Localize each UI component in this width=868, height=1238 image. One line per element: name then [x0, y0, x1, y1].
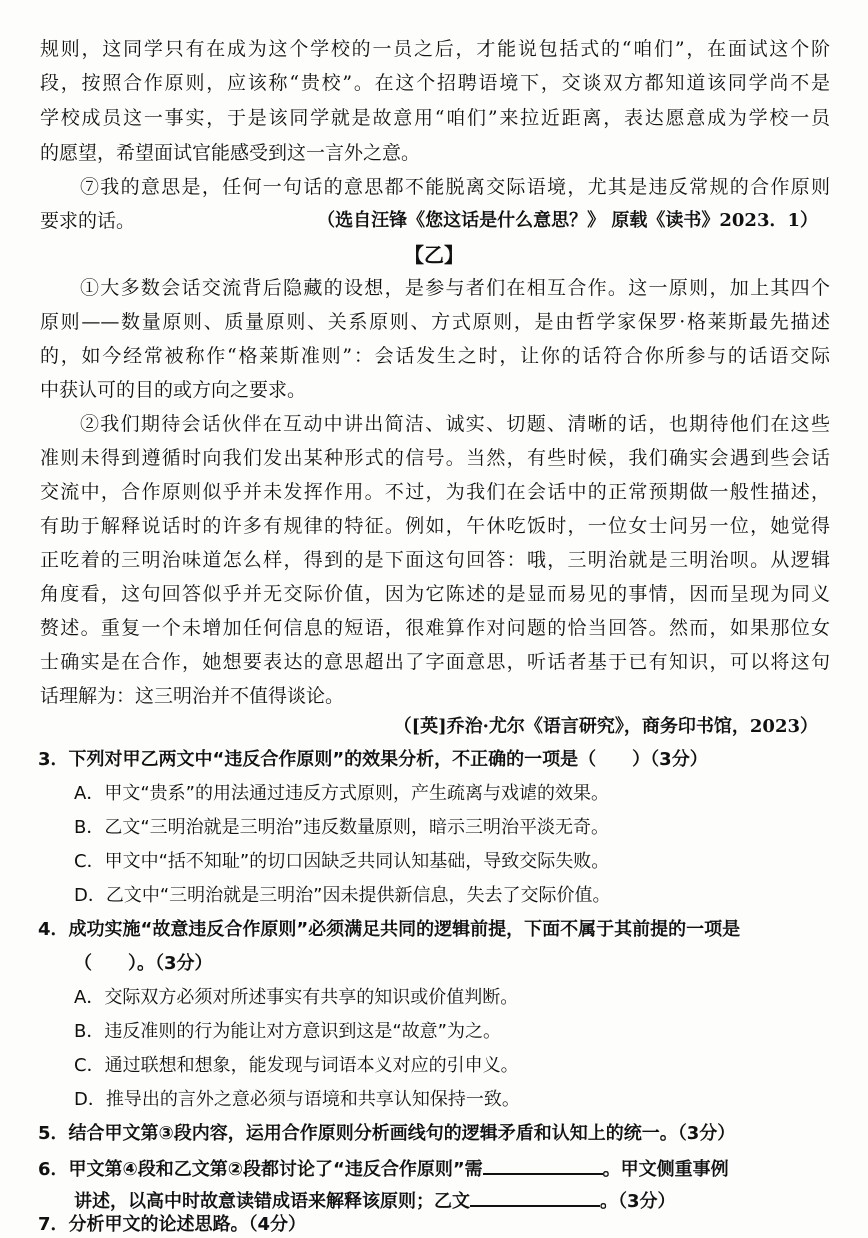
- question-6-cont1: 讲述，以高中时故意读错成语来解释该原则；乙文: [74, 1191, 470, 1212]
- question-4-option-d: D．推导出的言外之意必须与语境和共享认知保持一致。: [74, 1089, 520, 1110]
- question-3-option-a: A．甲文“贵系”的用法通过违反方式原则，产生疏离与戏谑的效果。: [74, 783, 609, 804]
- yi-p2-line: 角度看，这句回答似乎并无交际价值，因为它陈述的是显而易见的事情，因而呈现为同义: [40, 583, 830, 605]
- jia-p6-line: 段，按照合作原则，应该称“贵校”。在这个招聘语境下，交谈双方都知道该同学尚不是: [40, 72, 830, 94]
- question-4-option-a: A．交际双方必须对所述事实有共享的知识或价值判断。: [74, 987, 519, 1008]
- yi-p2-line: 准则未得到遵循时向我们发出某种形式的信号。当然，有些时候，我们确实会遇到些会话: [40, 447, 830, 469]
- question-5-stem: 5．结合甲文第③段内容，运用合作原则分析画线句的逻辑矛盾和认知上的统一。（3分）: [38, 1123, 736, 1144]
- yi-p2-line: 赘述。重复一个未增加任何信息的短语，很难算作对问题的恰当回答。然而，如果那位女: [40, 617, 830, 639]
- yi-p1-line: ①大多数会话交流背后隐藏的设想，是参与者们在相互合作。这一原则，加上其四个: [80, 277, 830, 299]
- jia-p6-line: 学校成员这一事实，于是该同学就是故意用“咱们”来拉近距离，表达愿意成为学校一员: [40, 107, 830, 129]
- yi-p2-line: 交流中，合作原则似乎并未发挥作用。不过，为我们在会话中的正常预期做一般性描述，: [40, 481, 830, 503]
- question-3-option-d: D．乙文中“三明治就是三明治”因未提供新信息，失去了交际价值。: [74, 885, 611, 906]
- question-4-stem: 4．成功实施“故意违反合作原则”必须满足共同的逻辑前提，下面不属于其前提的一项是: [38, 919, 741, 940]
- yi-p1-line: 的，如今经常被称作“格莱斯准则”：会话发生之时，让你的话符合你所参与的话语交际: [40, 345, 830, 367]
- yi-p2-line: ②我们期待会话伙伴在互动中讲出简洁、诚实、切题、清晰的话，也期待他们在这些: [80, 413, 830, 435]
- question-6-stem-continued: [74, 1187, 830, 1215]
- jia-p6-line: 规则，这同学只有在成为这个学校的一员之后，才能说包括式的“咱们”，在面试这个阶: [40, 38, 830, 60]
- jia-source: （选自汪锋《您这话是什么意思？》 原载《读书》2023．1）: [317, 210, 818, 231]
- question-6-blank-2[interactable]: [470, 1187, 600, 1207]
- question-3-option-b: B．乙文“三明治就是三明治”违反数量原则，暗示三明治平淡无奇。: [74, 817, 609, 838]
- question-4-option-c: C．通过联想和想象，能发现与词语本义对应的引申义。: [74, 1055, 519, 1076]
- yi-p1-line: 原则——数量原则、质量原则、关系原则、方式原则，是由哲学家保罗·格莱斯最先描述: [40, 311, 830, 333]
- yi-p1-line: 中获认可的目的或方向之要求。: [40, 379, 307, 401]
- question-6-stem: [38, 1155, 828, 1183]
- yi-source: （[英]乔治·尤尔《语言研究》，商务印书馆，2023）: [393, 716, 818, 737]
- yi-p2-line: 正吃着的三明治味道怎么样，得到的是下面这句回答：哦，三明治就是三明治呗。从逻辑: [40, 549, 830, 571]
- question-7-stem: 7．分析甲文的论述思路。（4分）: [38, 1214, 307, 1235]
- question-3-option-c: C．甲文中“括不知耻”的切口因缺乏共同认知基础，导致交际失败。: [74, 851, 610, 872]
- jia-p7-line: 要求的话。: [40, 210, 136, 232]
- question-6-part1: 6．甲文第④段和乙文第②段都讨论了“违反合作原则”需: [38, 1159, 483, 1180]
- question-6-blank-1[interactable]: [483, 1155, 603, 1175]
- question-4-option-b: B．违反准则的行为能让对方意识到这是“故意”为之。: [74, 1021, 501, 1042]
- yi-p2-line: 士确实是在合作，她想要表达的意思超出了字面意思，听话者基于已有知识，可以将这句: [40, 651, 830, 673]
- question-4-stem-continued: （ ）。（3分）: [74, 953, 213, 974]
- question-6-cont2: 。（3分）: [600, 1191, 676, 1212]
- question-3-stem: 3．下列对甲乙两文中“违反合作原则”的效果分析，不正确的一项是（ ）（3分）: [38, 749, 708, 770]
- yi-p2-line: 话理解为：这三明治并不值得谈论。: [40, 685, 345, 707]
- yi-heading: 【乙】: [404, 243, 464, 267]
- question-6-part2: 。甲文侧重事例: [602, 1159, 729, 1180]
- yi-p2-line: 有助于解释说话时的许多有规律的特征。例如，午休吃饭时，一位女士问另一位，她觉得: [40, 515, 830, 537]
- jia-p7-line: ⑦我的意思是，任何一句话的意思都不能脱离交际语境，尤其是违反常规的合作原则: [80, 176, 830, 198]
- jia-p6-line: 的愿望，希望面试官能感受到这一言外之意。: [40, 142, 421, 164]
